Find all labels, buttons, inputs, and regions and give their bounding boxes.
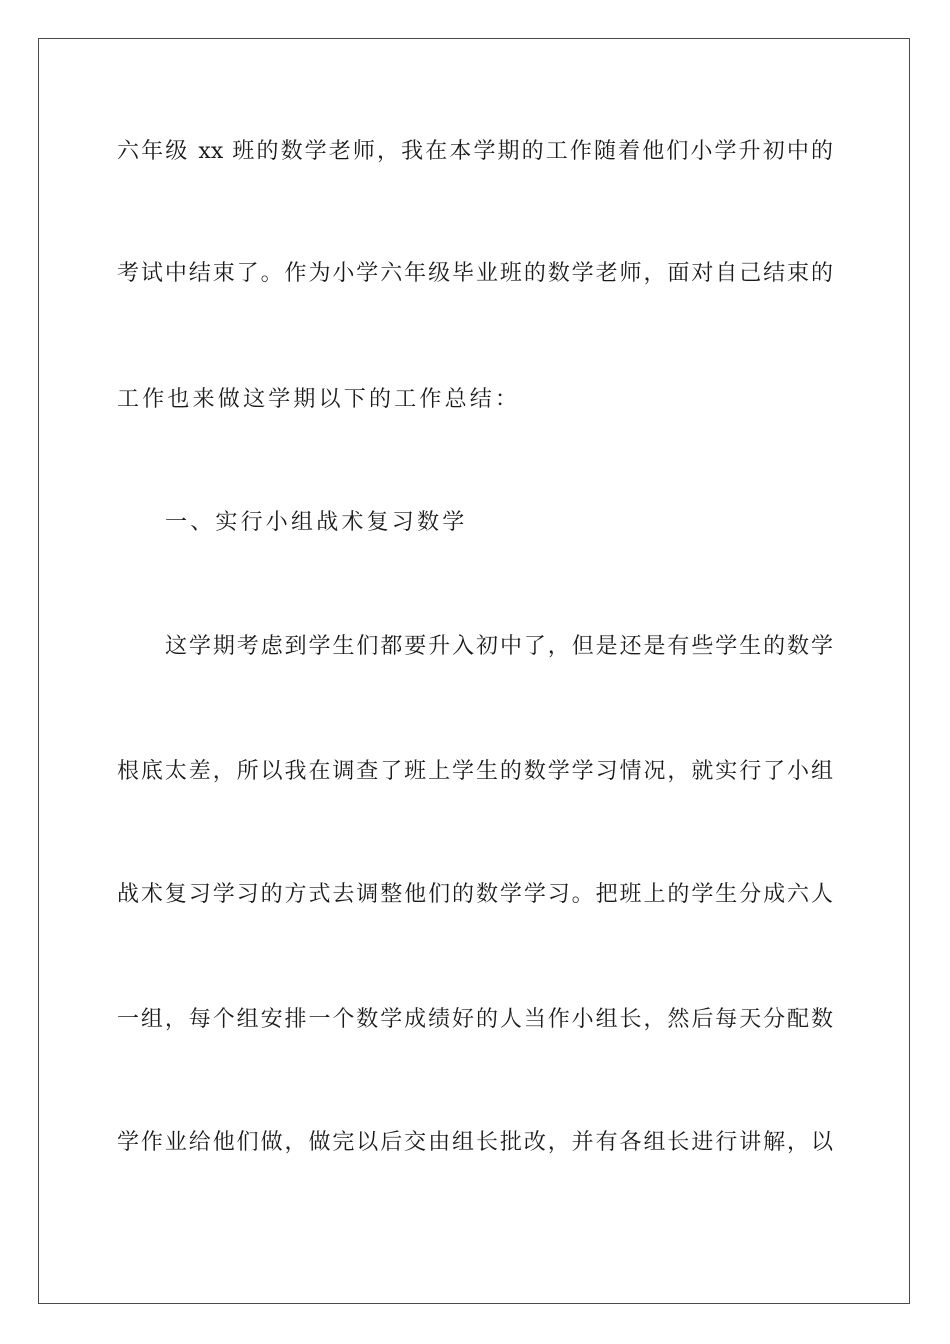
paragraph-line-2: 考试中结束了。作为小学六年级毕业班的数学老师，面对自己结束的	[117, 261, 833, 286]
paragraph-line-4: 这学期考虑到学生们都要升入初中了，但是还是有些学生的数学	[165, 634, 833, 659]
paragraph-line-8: 学作业给他们做，做完以后交由组长批改，并有各组长进行讲解，以	[117, 1130, 833, 1155]
paragraph-line-1: 六年级 xx 班的数学老师，我在本学期的工作随着他们小学升初中的	[117, 139, 833, 164]
paragraph-line-3: 工作也来做这学期以下的工作总结：	[117, 387, 521, 412]
page-border	[38, 38, 910, 1304]
section-heading: 一、实行小组战术复习数学	[165, 510, 468, 535]
paragraph-line-6: 战术复习学习的方式去调整他们的数学学习。把班上的学生分成六人	[117, 882, 833, 907]
paragraph-line-5: 根底太差，所以我在调查了班上学生的数学学习情况，就实行了小组	[117, 759, 833, 784]
paragraph-line-7: 一组，每个组安排一个数学成绩好的人当作小组长，然后每天分配数	[117, 1007, 833, 1032]
